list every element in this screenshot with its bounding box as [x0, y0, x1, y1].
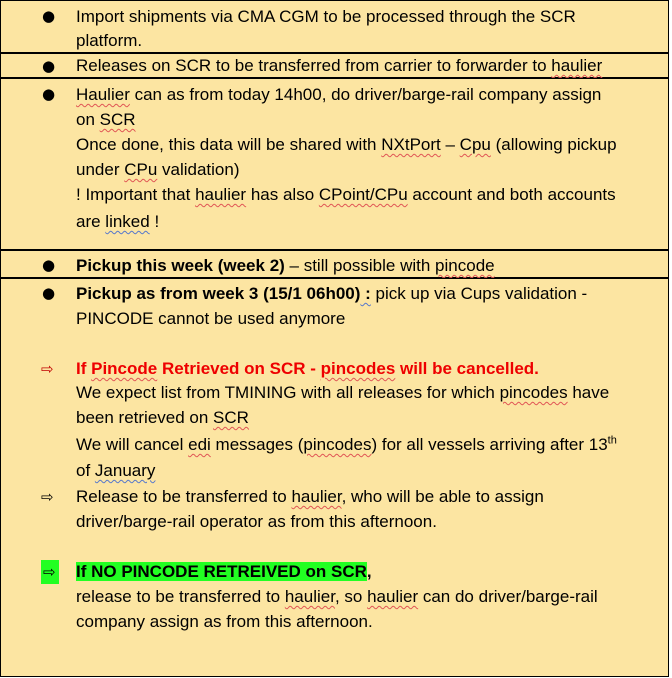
spell-flag: haulier [195, 185, 247, 204]
row-text-line: PINCODE cannot be used anymore [76, 309, 346, 328]
row-text-line [76, 158, 240, 183]
spell-flag: SCR [99, 110, 136, 129]
row-text-line: Import shipments via CMA CGM to be processed through the SCR [76, 7, 576, 26]
text: , [366, 562, 372, 581]
row-text-line [76, 282, 587, 307]
text: pick up via Cups validation - [370, 284, 588, 303]
spell-flag: haulier [367, 587, 419, 606]
spell-flag: NXtPort [381, 135, 441, 154]
spell-flag: haulier [284, 587, 335, 606]
text: Once done, this data will be shared with [76, 135, 382, 154]
text: has also [246, 185, 319, 204]
spell-flag: pincodes [499, 383, 568, 402]
spell-flag: edi [188, 435, 211, 454]
row-text-line [76, 210, 159, 235]
row-pickup-week3 [0, 278, 669, 677]
bold-text: Pickup as from week 3 (15/1 06h00) [76, 284, 361, 303]
text: release to be transferred to [76, 587, 285, 606]
spell-flag: Cpu [459, 135, 491, 154]
text: under [76, 160, 125, 179]
row-text-line [76, 83, 601, 108]
text: of [76, 461, 95, 480]
row-releases [0, 53, 669, 78]
row-pickup-week2 [0, 250, 669, 278]
text: Retrieved on SCR - [157, 359, 321, 378]
spell-flag: haulier [551, 56, 603, 75]
row-text-line [76, 133, 617, 158]
row-text-line: driver/barge-rail operator as from this afternoon. [76, 512, 437, 531]
spell-flag: CPu [124, 160, 158, 179]
row-import-shipments [0, 0, 669, 53]
text: Releases on SCR to be transferred from carrier to forwarder to [76, 56, 552, 75]
text: , who will be able to assign [341, 487, 544, 506]
text: messages ( [210, 435, 304, 454]
text: If [76, 359, 92, 378]
grammar-flag: linked [105, 212, 150, 231]
bold-text: Pickup this week (week 2) [76, 256, 285, 275]
row-text-line [76, 485, 544, 510]
arrow-right-icon: ⇨ [41, 560, 59, 584]
arrow-right-icon: ⇨ [41, 360, 54, 378]
text: can do driver/barge-rail [418, 587, 598, 606]
spell-flag: haulier [291, 487, 342, 506]
bullet: ● [42, 85, 56, 103]
text: ) for all vessels arriving after 13 [371, 435, 608, 454]
text: on [76, 110, 100, 129]
row-text-line [76, 357, 539, 382]
spell-flag: SCR [213, 408, 249, 427]
superscript: th [607, 434, 617, 447]
spell-flag: Haulier [76, 85, 130, 104]
row-text-line [76, 459, 155, 484]
row-text-line [76, 183, 616, 208]
spell-flag: pincode [435, 256, 495, 275]
row-text-line: company assign as from this afternoon. [76, 612, 373, 631]
grammar-flag: : [360, 284, 371, 303]
text: – still possible with [284, 256, 436, 275]
text: validation) [157, 160, 240, 179]
text: , so [334, 587, 368, 606]
row-text-line [76, 560, 372, 585]
row-text-line [76, 108, 136, 133]
row-text-line [76, 381, 609, 406]
row-text-line [76, 254, 495, 279]
grammar-flag: January [94, 461, 156, 480]
row-haulier-assign [0, 78, 669, 250]
text: can as from today 14h00, do driver/barge-rail company assign [129, 85, 602, 104]
bullet: ● [42, 57, 56, 75]
text: – [440, 135, 460, 154]
text: (allowing pickup [490, 135, 617, 154]
row-text-line [76, 406, 249, 431]
spell-flag: Pincode [91, 359, 158, 378]
highlight-text: If NO PINCODE RETREIVED on SCR [76, 562, 367, 581]
row-text-line [76, 585, 598, 610]
text: Release to be transferred to [76, 487, 292, 506]
row-text-line [76, 433, 617, 458]
row-text-line [76, 54, 602, 79]
spell-flag: CPoint/CPu [318, 185, 408, 204]
bullet: ● [42, 284, 56, 302]
text: will be cancelled. [395, 359, 539, 378]
bullet: ● [42, 7, 56, 25]
text: have [567, 383, 610, 402]
spell-flag: pincodes [303, 435, 372, 454]
text: been retrieved on [76, 408, 214, 427]
text: We expect list from TMINING with all releases for which [76, 383, 500, 402]
row-text-line: platform. [76, 31, 143, 50]
text: We will cancel [76, 435, 189, 454]
bullet: ● [42, 256, 56, 274]
arrow-right-icon: ⇨ [41, 488, 54, 506]
text: are [76, 212, 106, 231]
text: account and both accounts [407, 185, 616, 204]
spell-flag: pincodes [320, 359, 396, 378]
text: ! Important that [76, 185, 196, 204]
text: ! [149, 212, 160, 231]
